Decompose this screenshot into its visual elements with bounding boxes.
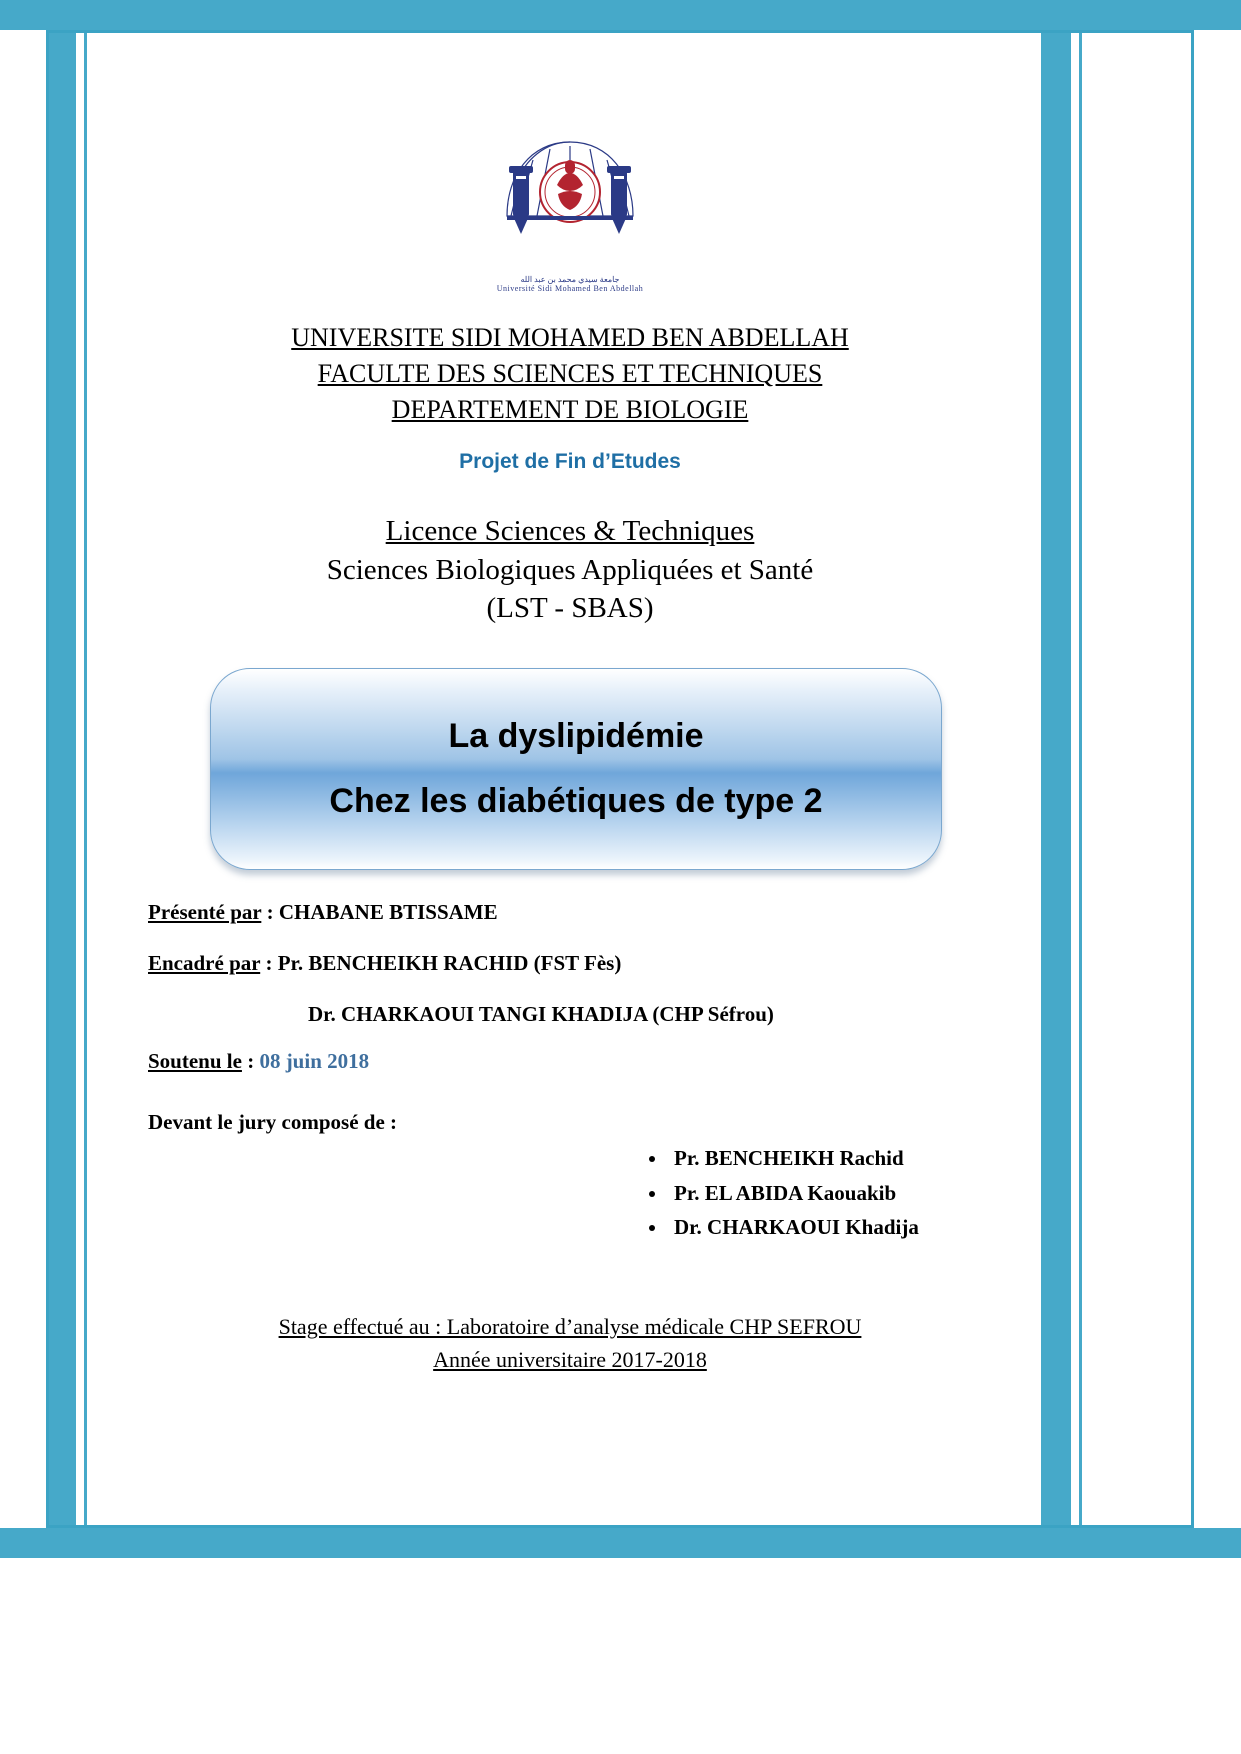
supervised-by-label: Encadré par [148, 951, 261, 975]
presented-by-label: Présenté par [148, 900, 262, 924]
jury-member-list [148, 1141, 1028, 1245]
thesis-title-line-2: Chez les diabétiques de type 2 [329, 782, 823, 820]
university-crest-icon [485, 130, 655, 294]
supervised-by-row [148, 951, 1028, 976]
supervised-by-value: Pr. BENCHEIKH RACHID (FST Fès) [277, 951, 622, 975]
internship-location: Stage effectué au : Laboratoire d’analyse médicale CHP SEFROU [278, 1314, 862, 1339]
presented-by-value: CHABANE BTISSAME [278, 900, 498, 924]
thesis-title-plaque [210, 668, 942, 870]
logo-block [90, 130, 1050, 296]
jury-heading-separator: : [384, 1110, 398, 1134]
university-line-3: DEPARTEMENT DE BIOLOGIE [391, 394, 749, 424]
presented-by-row [148, 900, 1028, 925]
jury-heading-label: Devant le jury composé de [148, 1110, 385, 1134]
defense-date-separator: : [241, 1049, 260, 1073]
thesis-title-line-1: La dyslipidémie [448, 717, 704, 755]
cover-page [90, 40, 1050, 1520]
defense-date-label: Soutenu le [148, 1049, 242, 1073]
university-line-1: UNIVERSITE SIDI MOHAMED BEN ABDELLAH [291, 323, 849, 352]
supervised-by-value-2: Dr. CHARKAOUI TANGI KHADIJA (CHP Séfrou) [308, 1002, 774, 1026]
logo-caption-french: Université Sidi Mohamed Ben Abdellah [496, 284, 644, 294]
university-line-2: FACULTE DES SCIENCES ET TECHNIQUES [317, 358, 823, 388]
supervised-by-separator: : [260, 951, 278, 975]
list-item: • Pr. EL ABIDA Kaouakib [668, 1176, 1028, 1211]
list-item: • Dr. CHARKAOUI Khadija [668, 1210, 1028, 1245]
credits-block [148, 900, 1028, 1245]
logo-caption-arabic: جامعة سيدي محمد بن عبد الله [520, 275, 620, 284]
footer-block [90, 1310, 1050, 1376]
degree-line-2: Sciences Biologiques Appliquées et Santé [326, 553, 814, 586]
supervised-by-row-2 [148, 1002, 1028, 1027]
defense-date-row [148, 1049, 1028, 1074]
degree-line-1: Licence Sciences & Techniques [385, 515, 755, 547]
project-type-label: Projet de Fin d’Etudes [459, 450, 681, 473]
academic-year: Année universitaire 2017-2018 [433, 1347, 707, 1372]
degree-line-3: (LST - SBAS) [486, 592, 654, 625]
degree-heading [90, 512, 1050, 628]
list-item: • Pr. BENCHEIKH Rachid [668, 1141, 1028, 1176]
defense-date-value: 08 juin 2018 [259, 1049, 370, 1073]
jury-heading [148, 1110, 1028, 1135]
university-heading [90, 320, 1050, 428]
presented-by-separator: : [261, 900, 279, 924]
